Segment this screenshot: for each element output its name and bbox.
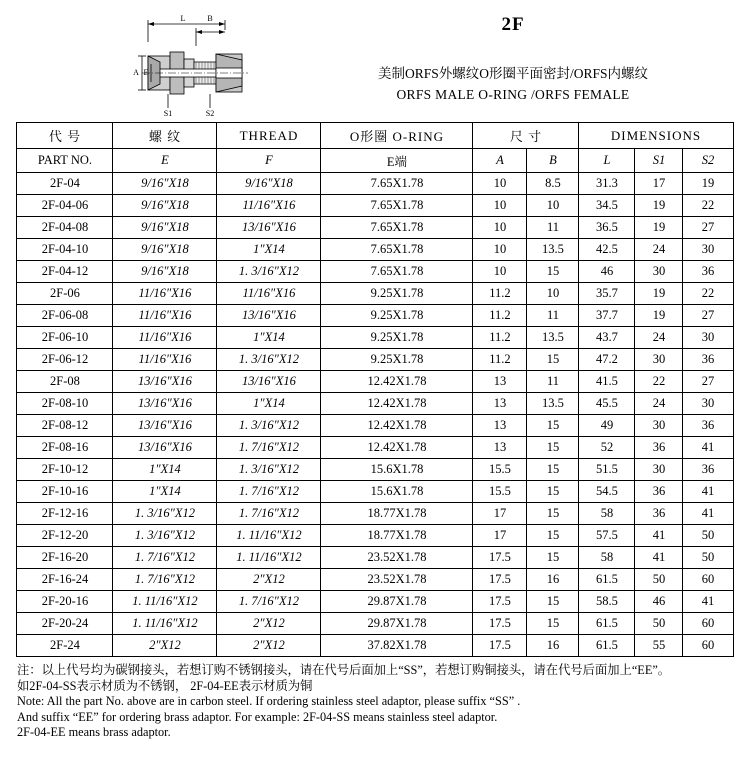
subtitle-chinese: 美制ORFS外螺纹O形圈平面密封/ORFS内螺纹 [377, 66, 649, 81]
header-col-B: B [527, 149, 579, 173]
drawing-label-E: E [143, 68, 149, 77]
cell-thread-f: 11/16″X16 [217, 283, 321, 305]
cell-dim-l: 61.5 [579, 635, 635, 657]
cell-oring: 12.42X1.78 [321, 393, 473, 415]
cell-thread-e: 1. 7/16″X12 [113, 569, 217, 591]
cell-part-no: 2F-04 [17, 173, 113, 195]
header-thread-en: THREAD [217, 123, 321, 149]
cell-thread-f: 1″X14 [217, 239, 321, 261]
cell-thread-f: 13/16″X16 [217, 371, 321, 393]
table-row [17, 349, 733, 371]
cell-dim-a: 17.5 [473, 591, 527, 613]
cell-dim-s1: 41 [635, 547, 683, 569]
cell-dim-b: 15 [527, 547, 579, 569]
note-line-5: 2F-04-EE means brass adaptor. [17, 725, 171, 739]
cell-dim-l: 54.5 [579, 481, 635, 503]
cell-dim-s2: 22 [683, 195, 733, 217]
cell-dim-a: 10 [473, 217, 527, 239]
cell-part-no: 2F-04-06 [17, 195, 113, 217]
cell-dim-b: 15 [527, 525, 579, 547]
cell-part-no: 2F-08-10 [17, 393, 113, 415]
cell-oring: 37.82X1.78 [321, 635, 473, 657]
cell-dim-a: 10 [473, 173, 527, 195]
cell-dim-s1: 19 [635, 217, 683, 239]
cell-dim-b: 11 [527, 217, 579, 239]
cell-thread-f: 1. 3/16″X12 [217, 459, 321, 481]
cell-dim-a: 17 [473, 503, 527, 525]
cell-oring: 23.52X1.78 [321, 569, 473, 591]
cell-oring: 7.65X1.78 [321, 217, 473, 239]
cell-part-no: 2F-12-20 [17, 525, 113, 547]
cell-thread-e: 2″X12 [113, 635, 217, 657]
cell-oring: 7.65X1.78 [321, 239, 473, 261]
cell-oring: 15.6X1.78 [321, 459, 473, 481]
cell-thread-e: 9/16″X18 [113, 195, 217, 217]
cell-thread-e: 1. 3/16″X12 [113, 503, 217, 525]
cell-dim-s2: 60 [683, 569, 733, 591]
drawing-label-A: A [133, 68, 139, 77]
cell-dim-s2: 36 [683, 349, 733, 371]
cell-dim-l: 41.5 [579, 371, 635, 393]
cell-dim-s2: 60 [683, 635, 733, 657]
drawing-container [0, 6, 300, 122]
cell-dim-a: 17.5 [473, 569, 527, 591]
cell-dim-s1: 19 [635, 283, 683, 305]
cell-thread-f: 9/16″X18 [217, 173, 321, 195]
header-part-cn: 代 号 [17, 123, 113, 149]
cell-dim-s1: 36 [635, 481, 683, 503]
cell-thread-e: 13/16″X16 [113, 371, 217, 393]
cell-thread-e: 1. 7/16″X12 [113, 547, 217, 569]
cell-dim-s2: 41 [683, 437, 733, 459]
cell-part-no: 2F-06-12 [17, 349, 113, 371]
cell-dim-b: 13.5 [527, 393, 579, 415]
cell-dim-l: 61.5 [579, 613, 635, 635]
cell-oring: 18.77X1.78 [321, 503, 473, 525]
cell-dim-s1: 24 [635, 393, 683, 415]
table-row [17, 327, 733, 349]
cell-oring: 12.42X1.78 [321, 437, 473, 459]
cell-oring: 9.25X1.78 [321, 305, 473, 327]
note-line-3: Note: All the part No. above are in carbon steel. If ordering stainless steel adaptor, please suffix “SS” . [17, 694, 521, 708]
header-col-L: L [579, 149, 635, 173]
cell-thread-f: 2″X12 [217, 635, 321, 657]
cell-thread-e: 11/16″X16 [113, 283, 217, 305]
header-part-no: PART NO. [17, 149, 113, 173]
cell-oring: 15.6X1.78 [321, 481, 473, 503]
header-col-E: E [113, 149, 217, 173]
cell-part-no: 2F-06-10 [17, 327, 113, 349]
cell-dim-s1: 30 [635, 261, 683, 283]
cell-dim-b: 15 [527, 261, 579, 283]
cell-dim-b: 11 [527, 305, 579, 327]
cell-thread-e: 1. 11/16″X12 [113, 591, 217, 613]
subtitle-english: ORFS MALE O-RING /ORFS FEMALE [396, 87, 630, 102]
cell-thread-f: 1. 7/16″X12 [217, 481, 321, 503]
cell-dim-a: 11.2 [473, 349, 527, 371]
cell-dim-s1: 19 [635, 305, 683, 327]
cell-part-no: 2F-12-16 [17, 503, 113, 525]
cell-dim-s2: 27 [683, 217, 733, 239]
cell-dim-s2: 30 [683, 327, 733, 349]
cell-dim-b: 16 [527, 569, 579, 591]
cell-part-no: 2F-08 [17, 371, 113, 393]
cell-thread-f: 11/16″X16 [217, 195, 321, 217]
table-row [17, 195, 733, 217]
cell-dim-b: 10 [527, 283, 579, 305]
cell-part-no: 2F-06 [17, 283, 113, 305]
cell-dim-a: 17.5 [473, 635, 527, 657]
cell-part-no: 2F-10-12 [17, 459, 113, 481]
cell-oring: 12.42X1.78 [321, 415, 473, 437]
drawing-label-B: B [207, 14, 213, 23]
cell-dim-s1: 30 [635, 459, 683, 481]
cell-dim-a: 13 [473, 393, 527, 415]
cell-thread-e: 11/16″X16 [113, 349, 217, 371]
cell-part-no: 2F-06-08 [17, 305, 113, 327]
cell-dim-a: 17.5 [473, 613, 527, 635]
cell-thread-f: 1. 7/16″X12 [217, 503, 321, 525]
cell-dim-a: 13 [473, 415, 527, 437]
header-col-Eend: E端 [321, 149, 473, 173]
cell-oring: 9.25X1.78 [321, 283, 473, 305]
cell-dim-l: 37.7 [579, 305, 635, 327]
cell-dim-s1: 30 [635, 349, 683, 371]
cell-dim-s2: 30 [683, 239, 733, 261]
cell-dim-l: 61.5 [579, 569, 635, 591]
cell-part-no: 2F-16-20 [17, 547, 113, 569]
cell-dim-s1: 55 [635, 635, 683, 657]
cell-dim-l: 42.5 [579, 239, 635, 261]
header-col-S2: S2 [683, 149, 733, 173]
cell-dim-s1: 50 [635, 613, 683, 635]
table-row [17, 305, 733, 327]
cell-thread-f: 1″X14 [217, 327, 321, 349]
cell-dim-s2: 41 [683, 503, 733, 525]
cell-dim-s1: 36 [635, 503, 683, 525]
cell-dim-l: 35.7 [579, 283, 635, 305]
header-thread-cn: 螺 纹 [113, 123, 217, 149]
drawing-label-L: L [180, 14, 186, 23]
cell-dim-a: 10 [473, 239, 527, 261]
cell-dim-l: 36.5 [579, 217, 635, 239]
cell-dim-s1: 36 [635, 437, 683, 459]
cell-dim-a: 17 [473, 525, 527, 547]
cell-dim-b: 15 [527, 613, 579, 635]
cell-oring: 7.65X1.78 [321, 261, 473, 283]
cell-dim-s2: 36 [683, 415, 733, 437]
table-row [17, 459, 733, 481]
cell-dim-s1: 24 [635, 239, 683, 261]
cell-oring: 23.52X1.78 [321, 547, 473, 569]
cell-dim-s1: 22 [635, 371, 683, 393]
cell-dim-s1: 19 [635, 195, 683, 217]
note-line-4: And suffix “EE” for ordering brass adaptor. For example: 2F-04-SS means stainless steel adaptor. [17, 709, 498, 724]
cell-dim-b: 15 [527, 503, 579, 525]
table-row [17, 261, 733, 283]
table-row [17, 239, 733, 261]
cell-thread-f: 1. 11/16″X12 [217, 547, 321, 569]
title-block [300, 6, 750, 103]
cell-thread-e: 13/16″X16 [113, 415, 217, 437]
cell-dim-b: 15 [527, 591, 579, 613]
cell-dim-s1: 41 [635, 525, 683, 547]
cell-dim-a: 11.2 [473, 327, 527, 349]
cell-oring: 9.25X1.78 [321, 327, 473, 349]
cell-dim-l: 58 [579, 503, 635, 525]
cell-dim-s1: 24 [635, 327, 683, 349]
cell-thread-e: 9/16″X18 [113, 217, 217, 239]
table-row [17, 503, 733, 525]
specification-table [16, 122, 733, 657]
cell-thread-f: 1. 3/16″X12 [217, 415, 321, 437]
page-title: 2F [501, 14, 525, 35]
cell-thread-e: 1″X14 [113, 459, 217, 481]
table-row [17, 591, 733, 613]
cell-dim-l: 51.5 [579, 459, 635, 481]
table-row [17, 525, 733, 547]
cell-dim-s1: 17 [635, 173, 683, 195]
cell-dim-s2: 36 [683, 459, 733, 481]
cell-dim-b: 10 [527, 195, 579, 217]
notes-block [17, 663, 733, 741]
cell-thread-f: 13/16″X16 [217, 305, 321, 327]
cell-dim-l: 43.7 [579, 327, 635, 349]
cell-thread-f: 1″X14 [217, 393, 321, 415]
cell-thread-f: 1. 7/16″X12 [217, 437, 321, 459]
cell-dim-s2: 30 [683, 393, 733, 415]
drawing-label-S2: S2 [205, 109, 215, 118]
table-row [17, 173, 733, 195]
cell-dim-b: 8.5 [527, 173, 579, 195]
cell-thread-e: 13/16″X16 [113, 393, 217, 415]
cell-thread-f: 1. 7/16″X12 [217, 591, 321, 613]
cell-dim-b: 15 [527, 349, 579, 371]
table-row [17, 217, 733, 239]
cell-dim-s2: 27 [683, 305, 733, 327]
cell-dim-l: 47.2 [579, 349, 635, 371]
cell-dim-b: 15 [527, 415, 579, 437]
cell-thread-e: 13/16″X16 [113, 437, 217, 459]
cell-oring: 9.25X1.78 [321, 349, 473, 371]
cell-dim-l: 58 [579, 547, 635, 569]
cell-part-no: 2F-24 [17, 635, 113, 657]
header-col-F: F [217, 149, 321, 173]
table-row [17, 547, 733, 569]
cell-dim-s2: 60 [683, 613, 733, 635]
fitting-section-drawing [50, 12, 250, 122]
cell-dim-b: 15 [527, 481, 579, 503]
cell-thread-e: 9/16″X18 [113, 261, 217, 283]
cell-part-no: 2F-08-16 [17, 437, 113, 459]
cell-dim-s2: 27 [683, 371, 733, 393]
cell-dim-a: 10 [473, 261, 527, 283]
table-header-row-secondary [17, 149, 733, 173]
cell-thread-e: 1. 3/16″X12 [113, 525, 217, 547]
cell-dim-a: 10 [473, 195, 527, 217]
table-row [17, 371, 733, 393]
cell-dim-a: 13 [473, 437, 527, 459]
cell-thread-e: 1. 11/16″X12 [113, 613, 217, 635]
note-line-2: 如2F-04-SS表示材质为不锈钢， 2F-04-EE表示材质为铜 [17, 678, 313, 693]
cell-dim-s1: 30 [635, 415, 683, 437]
header-col-S1: S1 [635, 149, 683, 173]
cell-oring: 29.87X1.78 [321, 613, 473, 635]
cell-thread-f: 1. 3/16″X12 [217, 349, 321, 371]
cell-dim-l: 52 [579, 437, 635, 459]
drawing-label-S1: S1 [163, 109, 173, 118]
cell-part-no: 2F-04-08 [17, 217, 113, 239]
cell-thread-f: 2″X12 [217, 569, 321, 591]
cell-dim-l: 57.5 [579, 525, 635, 547]
header-dimensions-en: DIMENSIONS [579, 123, 733, 149]
cell-dim-a: 11.2 [473, 305, 527, 327]
cell-oring: 7.65X1.78 [321, 195, 473, 217]
cell-dim-s2: 19 [683, 173, 733, 195]
cell-dim-a: 15.5 [473, 481, 527, 503]
cell-thread-f: 1. 3/16″X12 [217, 261, 321, 283]
cell-thread-f: 1. 11/16″X12 [217, 525, 321, 547]
cell-dim-a: 15.5 [473, 459, 527, 481]
cell-dim-s1: 46 [635, 591, 683, 613]
table-header-row-primary [17, 123, 733, 149]
cell-dim-b: 13.5 [527, 239, 579, 261]
table-row [17, 437, 733, 459]
cell-part-no: 2F-16-24 [17, 569, 113, 591]
cell-dim-l: 46 [579, 261, 635, 283]
table-row [17, 481, 733, 503]
cell-dim-b: 16 [527, 635, 579, 657]
cell-dim-l: 49 [579, 415, 635, 437]
cell-dim-a: 11.2 [473, 283, 527, 305]
cell-part-no: 2F-20-24 [17, 613, 113, 635]
cell-thread-e: 9/16″X18 [113, 239, 217, 261]
cell-oring: 12.42X1.78 [321, 371, 473, 393]
cell-part-no: 2F-04-12 [17, 261, 113, 283]
note-line-1: 注：以上代号均为碳钢接头，若想订购不锈钢接头，请在代号后面加上“SS”，若想订购铜接头，请在代号后面加上“EE”。 [17, 663, 671, 677]
cell-part-no: 2F-04-10 [17, 239, 113, 261]
cell-dim-l: 34.5 [579, 195, 635, 217]
cell-dim-s2: 41 [683, 481, 733, 503]
cell-dim-s2: 50 [683, 525, 733, 547]
page-header [0, 0, 750, 122]
header-dimensions-cn: 尺 寸 [473, 123, 579, 149]
cell-thread-f: 13/16″X16 [217, 217, 321, 239]
cell-thread-f: 2″X12 [217, 613, 321, 635]
cell-oring: 7.65X1.78 [321, 173, 473, 195]
cell-dim-b: 13.5 [527, 327, 579, 349]
header-col-A: A [473, 149, 527, 173]
header-oring: O形圈 O-RING [321, 123, 473, 149]
cell-dim-s1: 50 [635, 569, 683, 591]
cell-dim-l: 31.3 [579, 173, 635, 195]
cell-dim-a: 13 [473, 371, 527, 393]
cell-dim-l: 45.5 [579, 393, 635, 415]
cell-dim-l: 58.5 [579, 591, 635, 613]
table-row [17, 613, 733, 635]
cell-dim-s2: 22 [683, 283, 733, 305]
cell-thread-e: 11/16″X16 [113, 305, 217, 327]
cell-dim-s2: 41 [683, 591, 733, 613]
table-row [17, 635, 733, 657]
cell-thread-e: 1″X14 [113, 481, 217, 503]
cell-part-no: 2F-10-16 [17, 481, 113, 503]
table-row [17, 569, 733, 591]
table-row [17, 415, 733, 437]
cell-dim-s2: 36 [683, 261, 733, 283]
cell-dim-a: 17.5 [473, 547, 527, 569]
cell-thread-e: 11/16″X16 [113, 327, 217, 349]
cell-part-no: 2F-08-12 [17, 415, 113, 437]
cell-dim-b: 11 [527, 371, 579, 393]
table-row [17, 283, 733, 305]
cell-part-no: 2F-20-16 [17, 591, 113, 613]
cell-dim-b: 15 [527, 437, 579, 459]
cell-dim-b: 15 [527, 459, 579, 481]
table-row [17, 393, 733, 415]
cell-oring: 18.77X1.78 [321, 525, 473, 547]
cell-oring: 29.87X1.78 [321, 591, 473, 613]
cell-thread-e: 9/16″X18 [113, 173, 217, 195]
cell-dim-s2: 50 [683, 547, 733, 569]
